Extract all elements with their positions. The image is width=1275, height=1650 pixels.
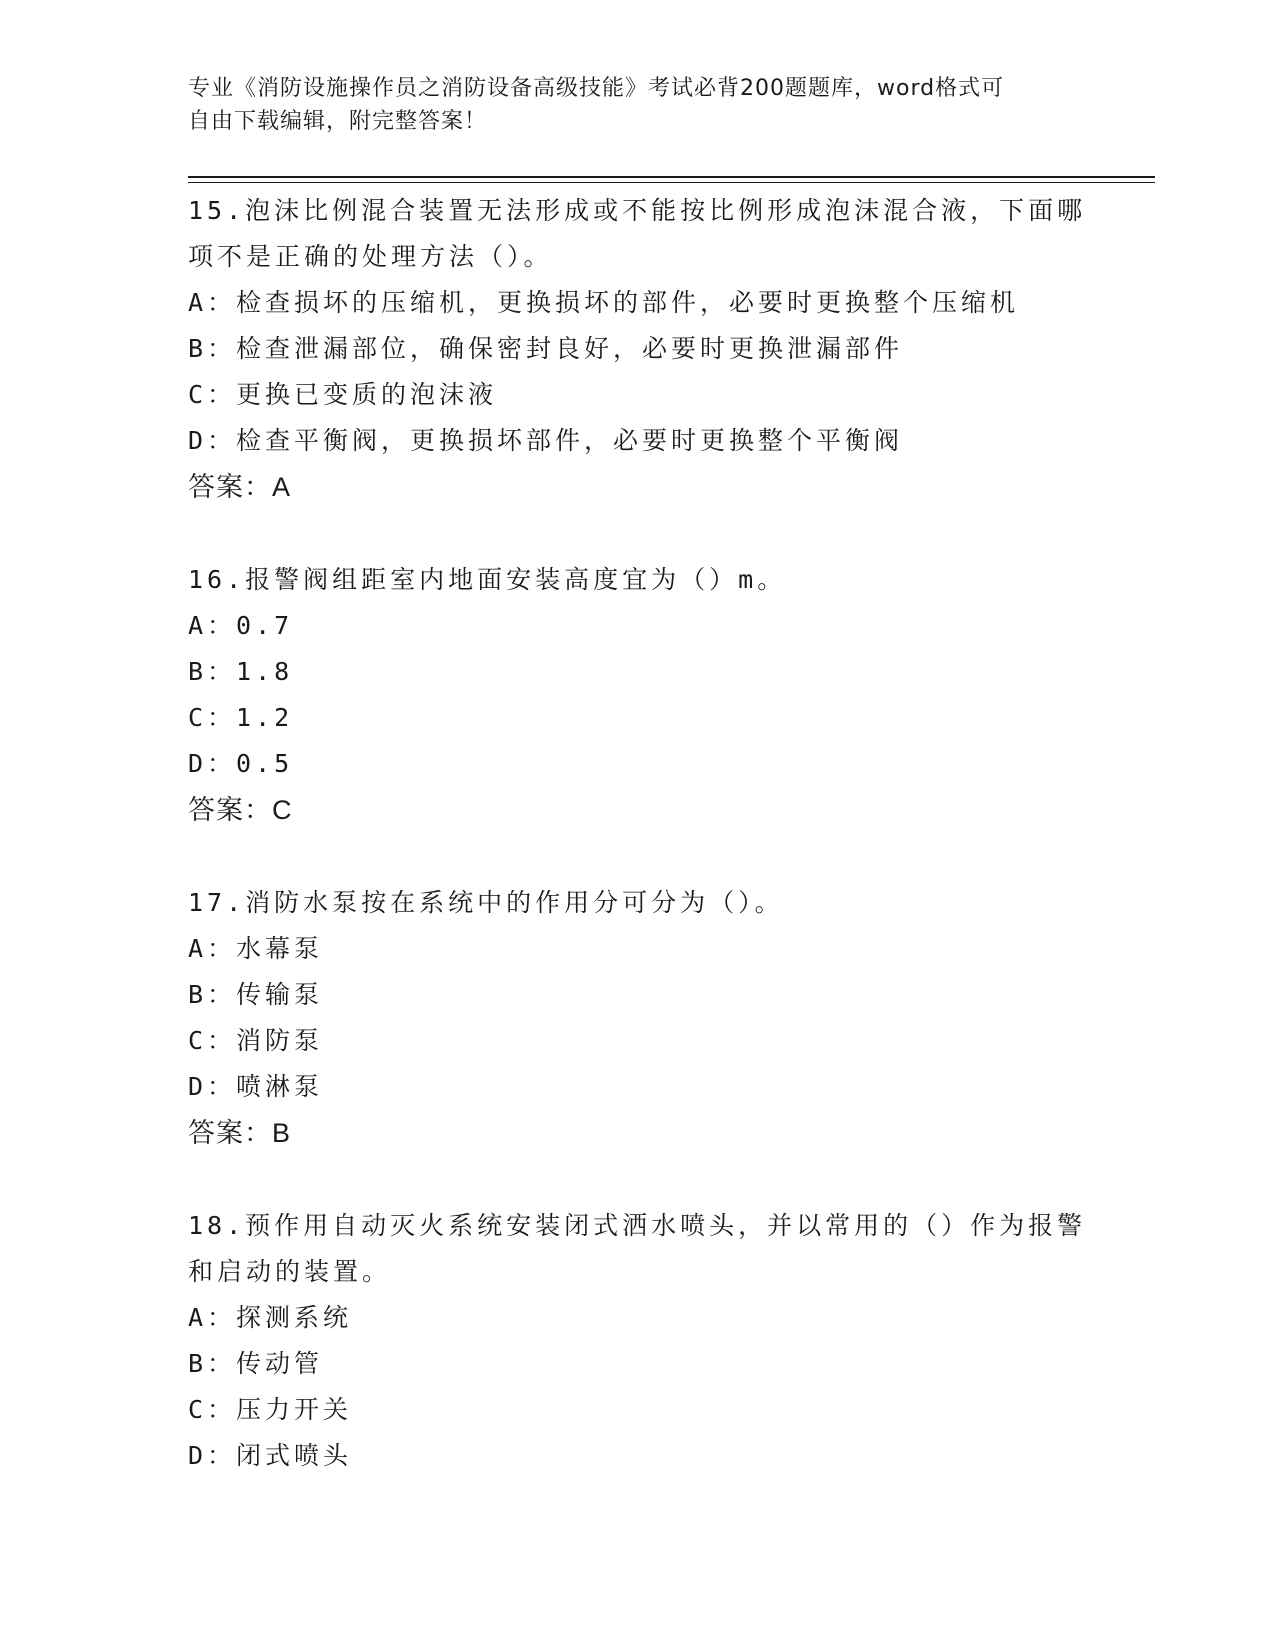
question-17: [188, 880, 1108, 1156]
question-text: 15.泡沫比例混合装置无法形成或不能按比例形成泡沫混合液，下面哪项不是正确的处理方法（）。: [188, 196, 1087, 271]
question-16: [188, 557, 1108, 833]
answer: 答案：A: [188, 472, 292, 502]
option-b: B：1.8: [188, 657, 294, 686]
option-d: D：0.5: [188, 749, 294, 778]
answer: 答案：B: [188, 1118, 292, 1148]
question-text: 16.报警阀组距室内地面安装高度宜为（）m。: [188, 565, 787, 594]
option-b: B：传动管: [188, 1349, 324, 1378]
option-c: C：更换已变质的泡沫液: [188, 380, 498, 409]
question-text: 17.消防水泵按在系统中的作用分可分为（）。: [188, 888, 784, 917]
option-b: B：传输泵: [188, 980, 324, 1009]
header-divider-top: [188, 176, 1155, 178]
option-b: B：检查泄漏部位，确保密封良好，必要时更换泄漏部件: [188, 334, 904, 363]
option-c: C：消防泵: [188, 1026, 324, 1055]
option-a: A：检查损坏的压缩机，更换损坏的部件，必要时更换整个压缩机: [188, 288, 1020, 317]
header-divider-bottom: [188, 182, 1155, 183]
option-a: A：探测系统: [188, 1303, 353, 1332]
question-list: [188, 188, 1108, 1526]
option-d: D：检查平衡阀，更换损坏部件，必要时更换整个平衡阀: [188, 426, 904, 455]
option-a: A：0.7: [188, 611, 294, 640]
option-a: A：水幕泵: [188, 934, 324, 963]
header-line-2: 自由下载编辑，附完整答案！: [188, 109, 488, 134]
option-c: C：压力开关: [188, 1395, 353, 1424]
option-c: C：1.2: [188, 703, 294, 732]
answer: 答案：C: [188, 795, 293, 825]
option-d: D：闭式喷头: [188, 1441, 353, 1470]
header-line-1: 专业《消防设施操作员之消防设备高级技能》考试必背200题题库，word格式可: [188, 76, 1005, 101]
option-d: D：喷淋泵: [188, 1072, 324, 1101]
question-text: 18.预作用自动灭火系统安装闭式洒水喷头，并以常用的（）作为报警和启动的装置。: [188, 1211, 1087, 1286]
document-header: [188, 72, 1088, 138]
question-15: [188, 188, 1108, 510]
question-18: [188, 1203, 1108, 1479]
